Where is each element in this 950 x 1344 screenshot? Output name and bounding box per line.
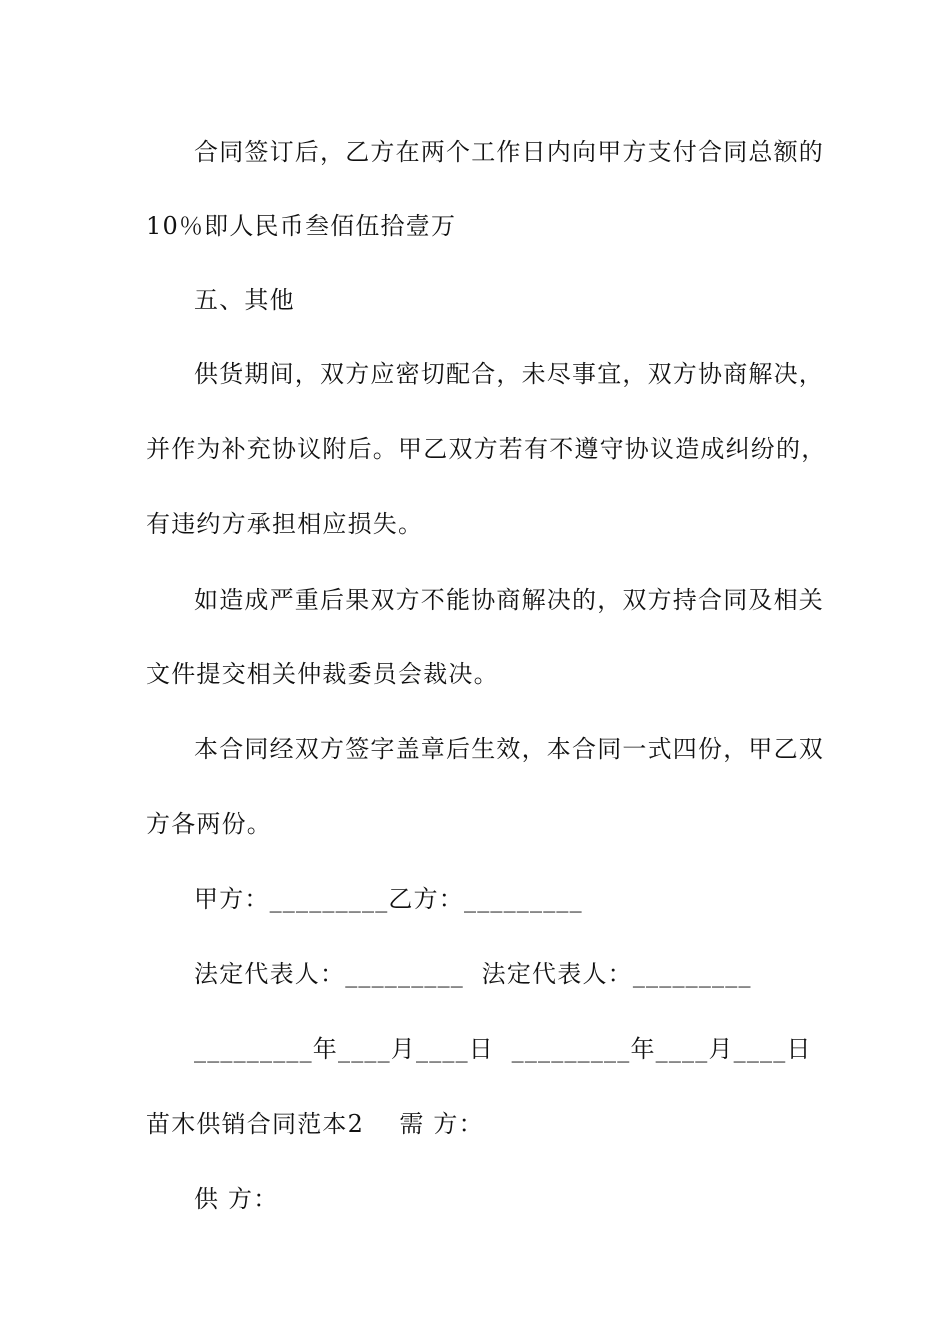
contract-template-title: 苗木供销合同范本2 需 方： [146, 1110, 484, 1138]
signature-representative-line: 法定代表人：_________ 法定代表人：_________ [194, 960, 752, 988]
paragraph-line: 本合同经双方签字盖章后生效，本合同一式四份，甲乙双 [194, 735, 824, 763]
paragraph-line: 并作为补充协议附后。甲乙双方若有不遵守协议造成纠纷的， [146, 435, 827, 463]
paragraph-line: 供货期间，双方应密切配合，未尽事宜，双方协商解决， [194, 360, 824, 388]
section-heading: 五、其他 [194, 286, 295, 314]
paragraph-line: 如造成严重后果双方不能协商解决的，双方持合同及相关 [194, 586, 824, 614]
paragraph-line: 文件提交相关仲裁委员会裁决。 [146, 660, 499, 688]
paragraph-line: 方各两份。 [146, 810, 272, 838]
signature-party-line: 甲方：_________乙方：_________ [194, 885, 583, 913]
paragraph-line: 合同签订后，乙方在两个工作日内向甲方支付合同总额的 [194, 138, 824, 166]
paragraph-line: 有违约方承担相应损失。 [146, 510, 424, 538]
signature-date-line: _________年____月____日 _________年____月____日 [194, 1035, 812, 1063]
supplier-line: 供 方： [194, 1185, 279, 1213]
paragraph-line: 10％即人民币叁佰伍拾壹万 [146, 212, 457, 240]
